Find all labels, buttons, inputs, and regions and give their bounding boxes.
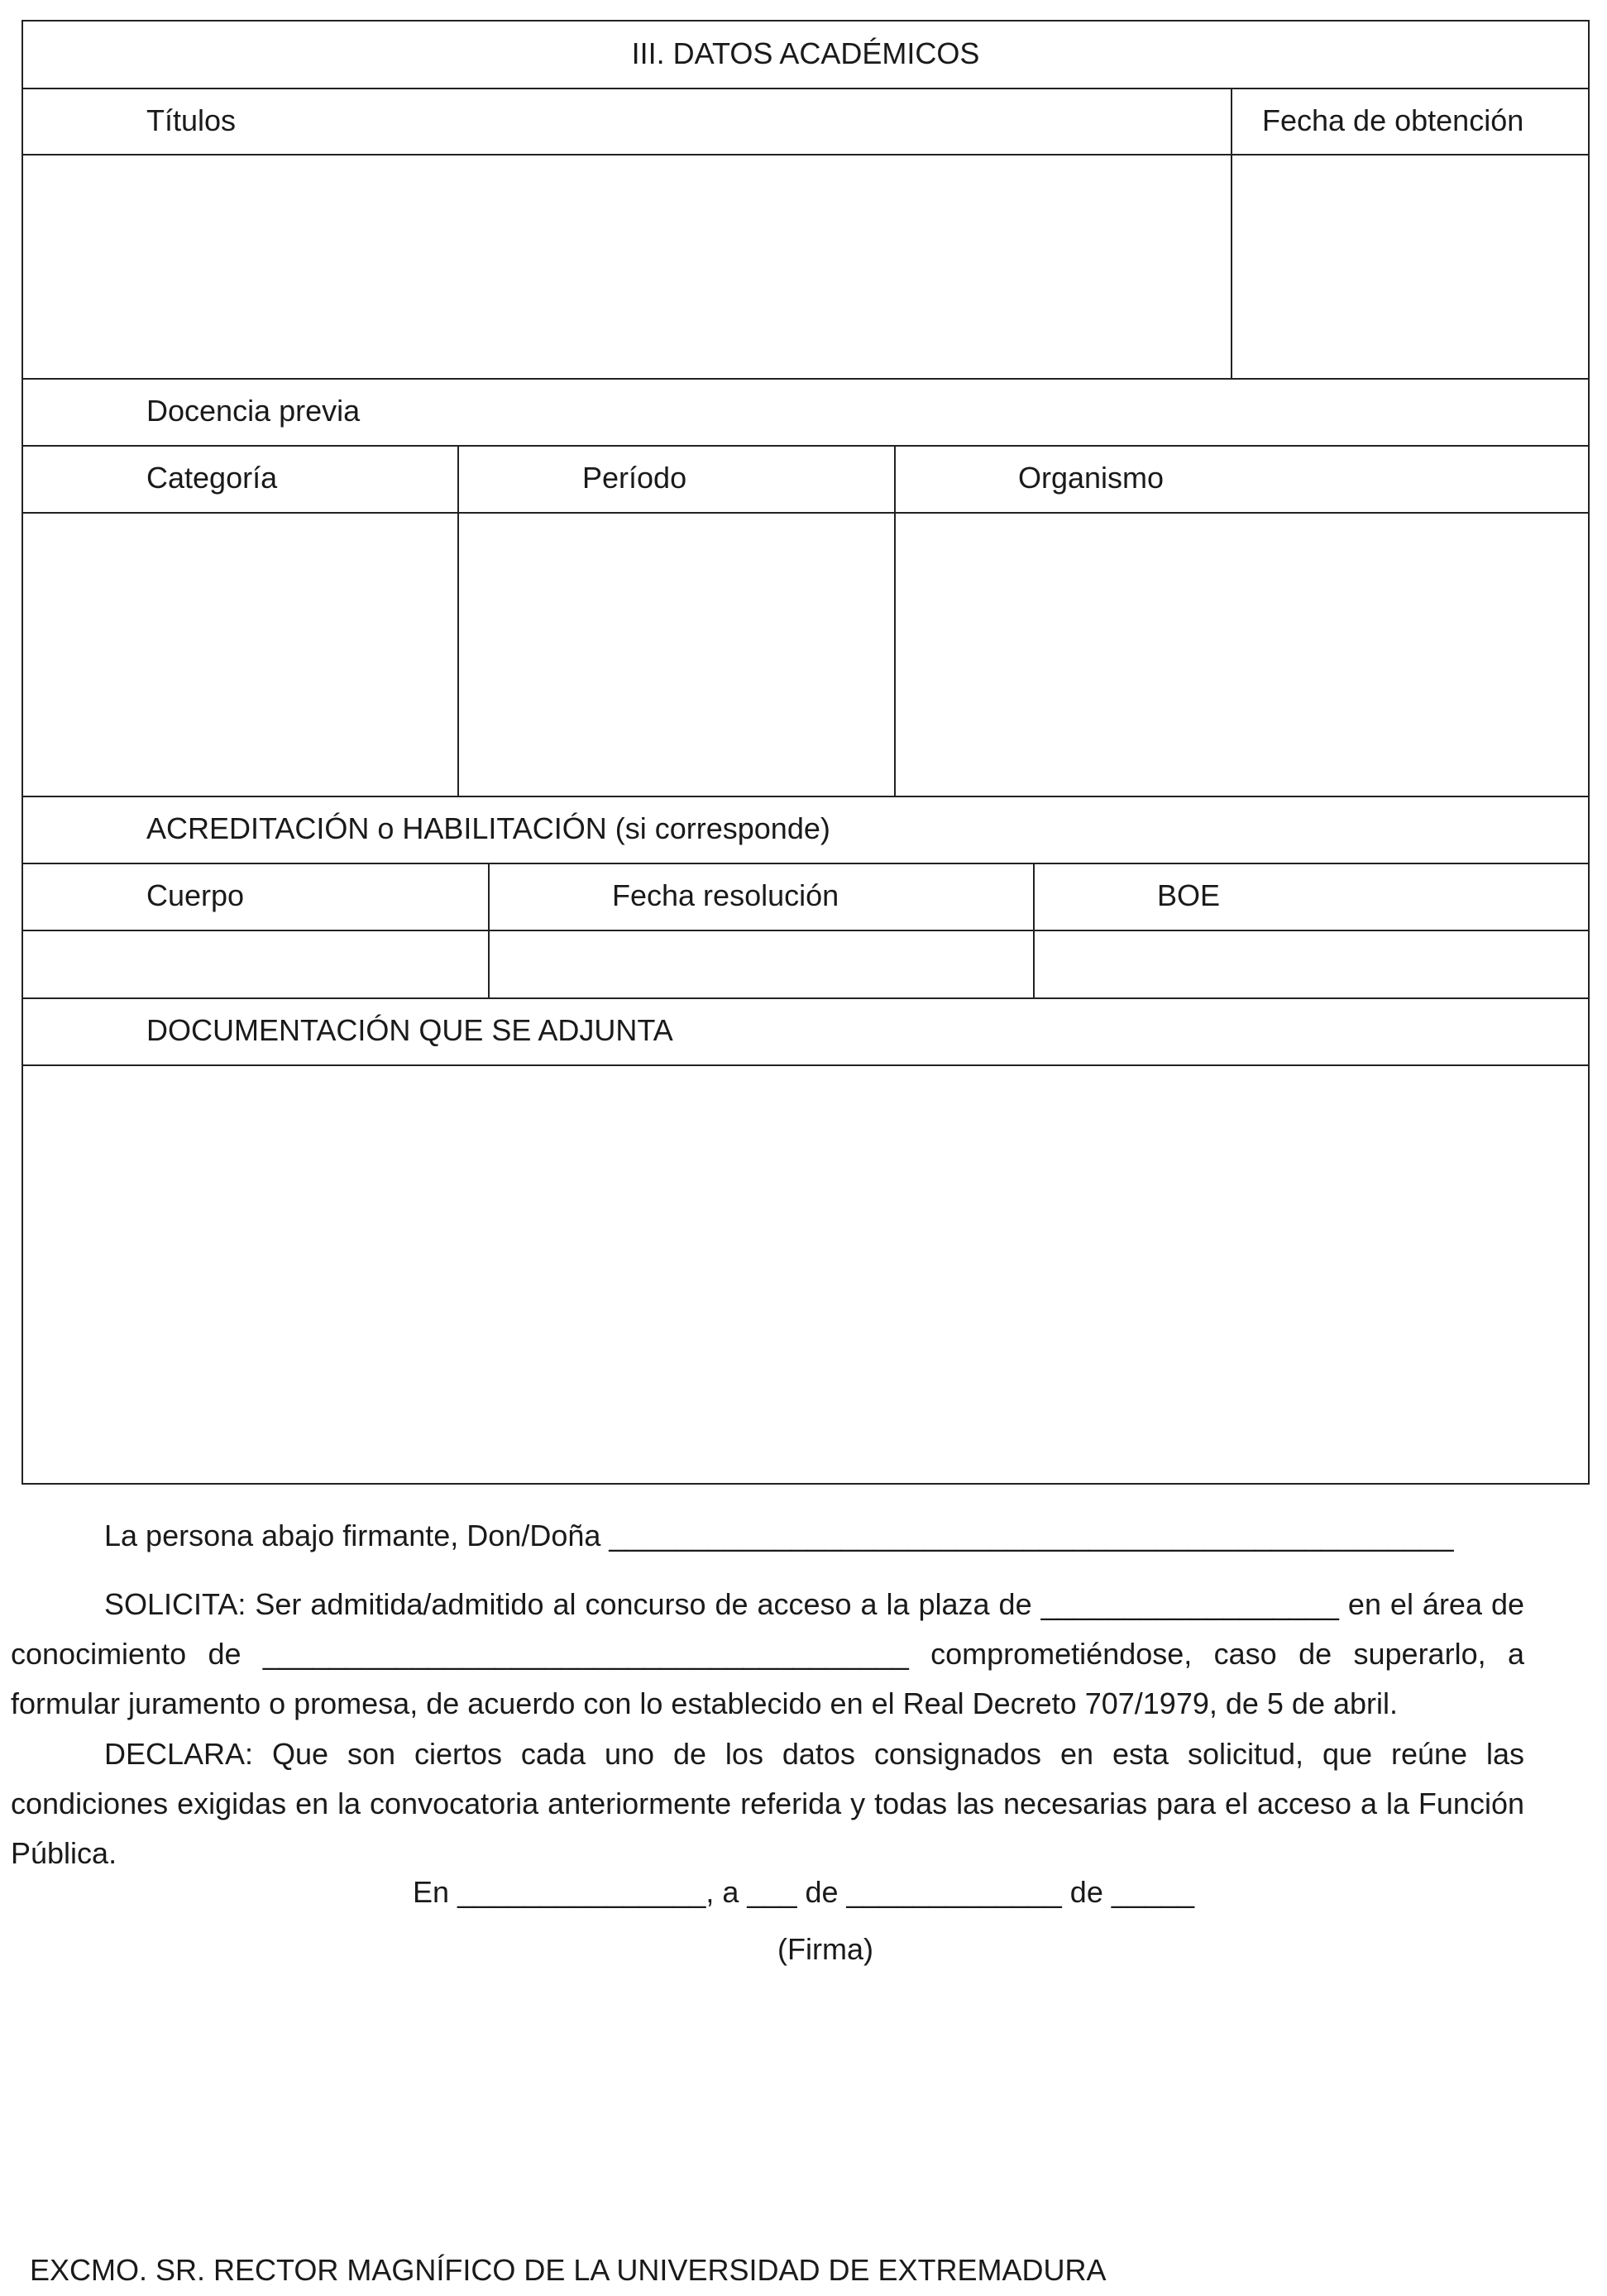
periodo-input-cell[interactable] <box>459 514 894 796</box>
signature-label: (Firma) <box>777 1932 873 1966</box>
declara-paragraph: DECLARA: Que son ciertos cada uno de los datos consignados en esta solicitud, que reúne las condiciones exigidas en la convocatoria anteriormente referida y todas las necesarias para el acceso a la Función Pública. <box>11 1737 1524 1870</box>
docencia-previa-label: Docencia previa <box>146 394 361 428</box>
table-border-top <box>22 20 1590 22</box>
addressee: EXCMO. SR. RECTOR MAGNÍFICO DE LA UNIVERSIDAD DE EXTREMADURA <box>30 2253 1107 2287</box>
organismo-input-cell[interactable] <box>896 514 1588 796</box>
cuerpo-header: Cuerpo <box>146 878 245 912</box>
row-divider <box>22 445 1590 447</box>
organismo-header: Organismo <box>1018 461 1165 495</box>
row-divider <box>22 378 1590 380</box>
fecha-obtencion-input-cell[interactable] <box>1232 155 1588 378</box>
boe-input-cell[interactable] <box>1035 931 1588 997</box>
boe-header: BOE <box>1157 878 1221 912</box>
solicita-paragraph: SOLICITA: Ser admitida/admitido al concurso de acceso a la plaza de __________________ en el área de conocimiento de _______________________________________ comprometiéndose, caso de superarlo, a formular juramento o promesa, de acuerdo con lo establecido en el Real Decreto 707/1979, de 5 de abril. <box>11 1587 1524 1720</box>
table-border-bottom <box>22 1483 1590 1485</box>
row-divider <box>22 88 1590 89</box>
fecha-resolucion-input-cell[interactable] <box>490 931 1033 997</box>
titulos-label: Títulos <box>146 103 237 137</box>
categoria-input-cell[interactable] <box>23 514 457 796</box>
fecha-obtencion-label: Fecha de obtención <box>1262 103 1524 137</box>
place-date-line: En _______________, a ___ de _____________ de _____ <box>413 1875 1194 1909</box>
row-divider <box>22 796 1590 797</box>
row-divider <box>22 997 1590 999</box>
row-divider <box>22 863 1590 864</box>
cuerpo-input-cell[interactable] <box>23 931 488 997</box>
fecha-resolucion-header: Fecha resolución <box>612 878 839 912</box>
periodo-header: Período <box>582 461 687 495</box>
firmante-line: La persona abajo firmante, Don/Doña ___________________________________________________ <box>104 1519 1454 1552</box>
documentacion-label: DOCUMENTACIÓN QUE SE ADJUNTA <box>146 1013 673 1047</box>
acreditacion-label: ACREDITACIÓN o HABILITACIÓN (si corresponde) <box>146 811 830 845</box>
table-border-right <box>1588 20 1590 1485</box>
section-title: III. DATOS ACADÉMICOS <box>631 36 980 70</box>
documentacion-input-cell[interactable] <box>23 1066 1588 1483</box>
titulos-input-cell[interactable] <box>23 155 1231 378</box>
categoria-header: Categoría <box>146 461 278 495</box>
